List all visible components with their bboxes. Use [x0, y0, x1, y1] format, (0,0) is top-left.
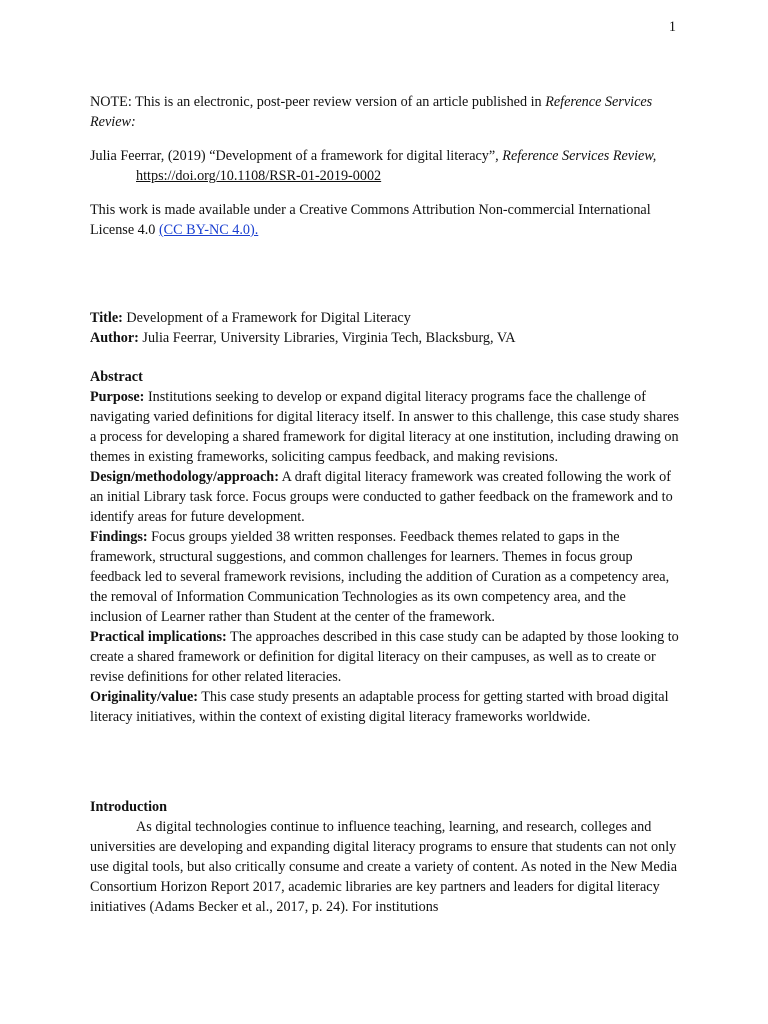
abstract-findings: [90, 527, 680, 627]
abstract-design: [90, 467, 680, 527]
purpose-text: Institutions seeking to develop or expand digital literacy programs face the challenge of navigating varied definitions for digital literacy itself. In answer to this challenge, this case study shares a process for developing a shared framework for digital literacy at one institution, including drawing on themes in existing frameworks, soliciting campus feedback, and making revisions.: [90, 389, 680, 465]
originality-text: This case study presents an adaptable process for getting started with broad digital literacy initiatives, within the context of existing digital literacy frameworks worldwide.: [90, 689, 669, 725]
introduction-heading: Introduction: [90, 799, 167, 815]
citation: [90, 146, 726, 186]
originality-label: Originality/value:: [90, 689, 198, 705]
abstract-originality: [90, 687, 680, 727]
findings-label: Findings:: [90, 529, 148, 545]
citation-text: Julia Feerrar, (2019) “Development of a framework for digital literacy”,: [90, 148, 503, 164]
note-journal: Reference Services Review:: [90, 94, 653, 130]
design-label: Design/methodology/approach:: [90, 469, 279, 485]
abstract-implications: [90, 627, 680, 687]
implications-label: Practical implications:: [90, 629, 227, 645]
purpose-label: Purpose:: [90, 389, 145, 405]
implications-text: The approaches described in this case study can be adapted by those looking to create a shared framework or definition for digital literacy on their campuses, as well as to create or revise definitions for other related literacies.: [90, 629, 679, 685]
introduction: [90, 797, 680, 917]
abstract: [90, 367, 680, 727]
findings-text: Focus groups yielded 38 written responses. Feedback themes related to gaps in the framework, structural suggestions, and common challenges for learners. Themes in focus group feedback led to several framework revisions, including the addition of Curation as a competency area, the removal of Information Communication Technologies as its own competency area, and the inclusion of Learner rather than Student at the center of the framework.: [90, 529, 670, 625]
introduction-paragraph: [90, 817, 680, 917]
license-text: This work is made available under a Creative Commons Attribution Non-commercial International License 4.0: [90, 202, 651, 238]
publication-note: [90, 92, 680, 132]
article-author: [90, 328, 680, 348]
license-link[interactable]: (CC BY-NC 4.0).: [158, 222, 259, 238]
page-number: 1: [668, 19, 676, 35]
title-label: Title:: [90, 310, 123, 326]
citation-journal: Reference Services Review,: [502, 148, 657, 164]
abstract-purpose: [90, 387, 680, 467]
article-title: [90, 308, 680, 328]
title-value: Development of a Framework for Digital Literacy: [122, 310, 411, 326]
design-text: A draft digital literacy framework was created following the work of an initial Library task force. Focus groups were conducted to gather feedback on the framework and to identify areas for future development.: [90, 469, 673, 525]
author-label: Author:: [90, 330, 139, 346]
doi-link[interactable]: https://doi.org/10.1108/RSR-01-2019-0002: [136, 168, 382, 184]
introduction-text: As digital technologies continue to influence teaching, learning, and research, colleges and universities are developing and expanding digital literacy programs to ensure that students can not only use digital tools, but also critically consume and create a variety of content. As noted in the New Media Consortium Horizon Report 2017, academic libraries are key partners and leaders for digital literacy initiatives (Adams Becker et al., 2017, p. 24). For institutions: [90, 819, 678, 915]
note-text: NOTE: This is an electronic, post-peer review version of an article published in: [90, 94, 546, 110]
license-statement: [90, 200, 680, 240]
author-value: Julia Feerrar, University Libraries, Virginia Tech, Blacksburg, VA: [138, 330, 516, 346]
abstract-heading: Abstract: [90, 369, 143, 385]
